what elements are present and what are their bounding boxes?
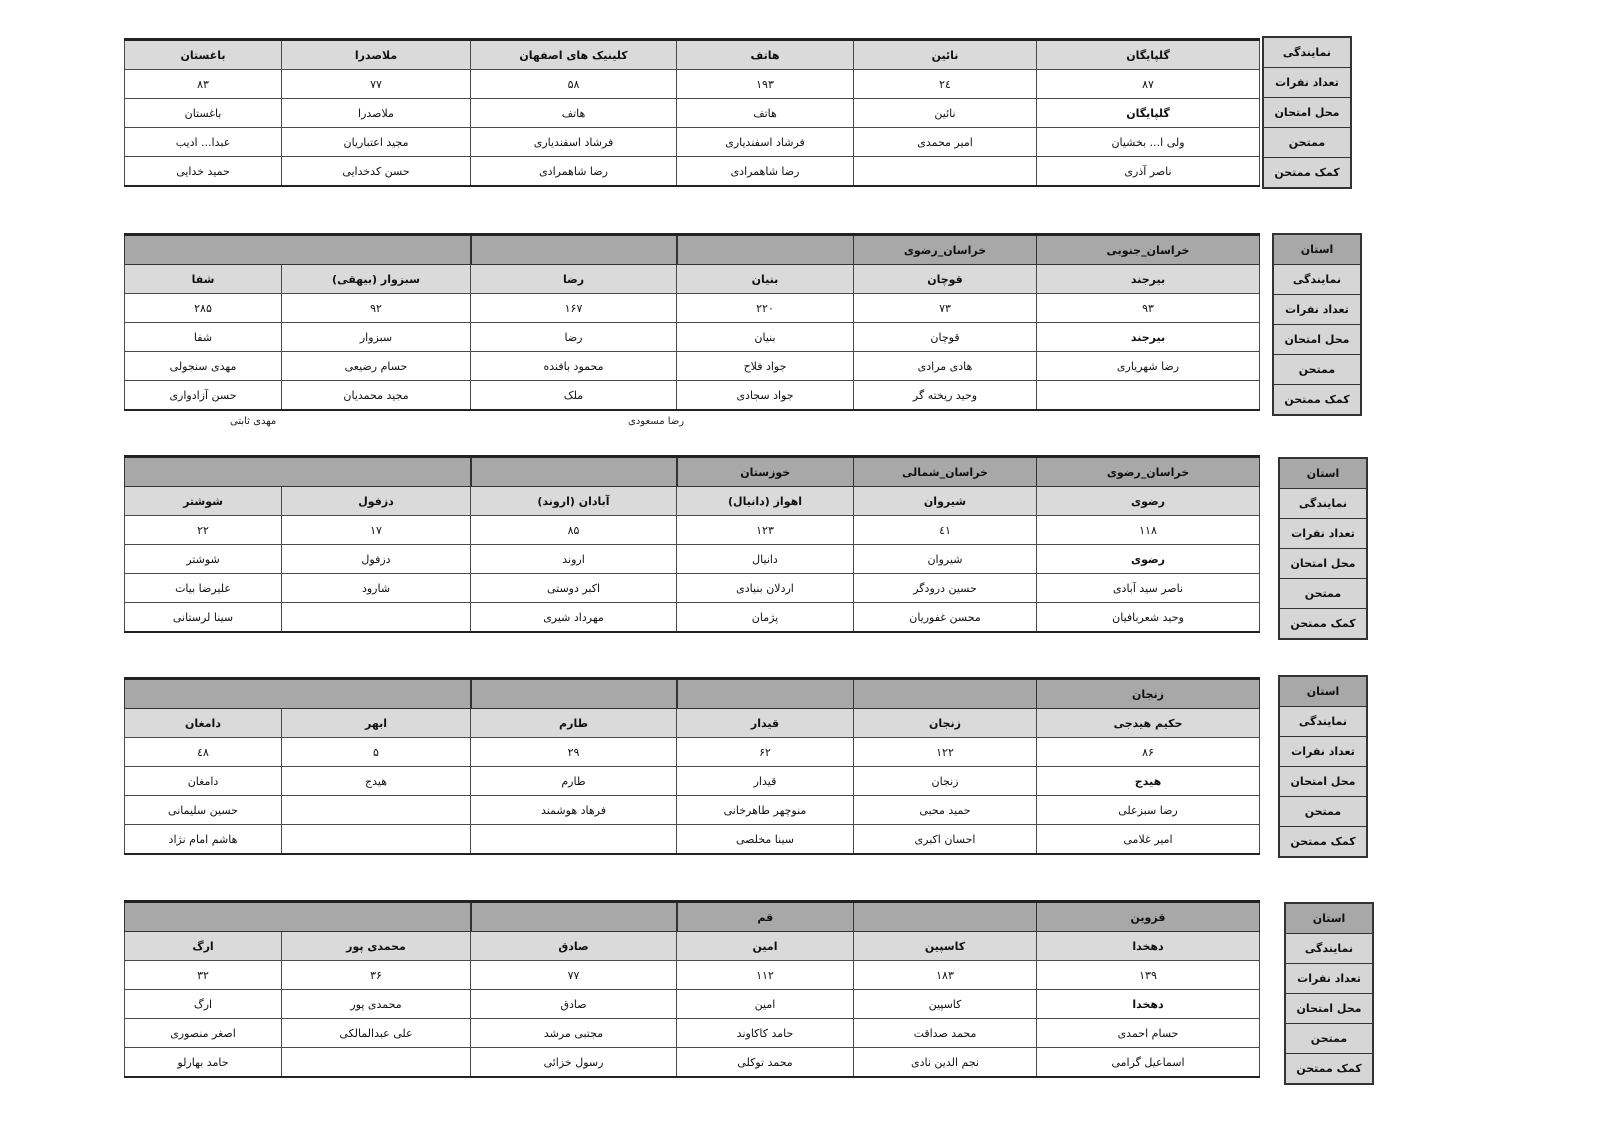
cell: ناصر آذری bbox=[1037, 157, 1260, 187]
row-labels-4 bbox=[1278, 675, 1368, 858]
cell: ۷۷ bbox=[282, 70, 471, 99]
label-rep: نمایندگی bbox=[1264, 38, 1350, 68]
label-count: تعداد نفرات bbox=[1264, 68, 1350, 98]
cell: ناصر سید آبادی bbox=[1037, 574, 1260, 603]
cell: ۱۲۲ bbox=[854, 738, 1037, 767]
table-row-province bbox=[125, 235, 1260, 265]
cell: ملک bbox=[471, 381, 677, 411]
cell: وحید ریخته گر bbox=[854, 381, 1037, 411]
cell: قوچان bbox=[854, 323, 1037, 352]
cell: اروند bbox=[471, 545, 677, 574]
cell: ۷۳ bbox=[854, 294, 1037, 323]
cell: ۱۷ bbox=[282, 516, 471, 545]
cell: ۸۶ bbox=[1037, 738, 1260, 767]
cell: مجید محمدیان bbox=[282, 381, 471, 411]
cell: حامد بهارلو bbox=[125, 1048, 282, 1078]
cell: رضوی bbox=[1037, 545, 1260, 574]
cell bbox=[854, 679, 1037, 709]
cell: جواد فلاح bbox=[677, 352, 854, 381]
cell: هاتف bbox=[677, 99, 854, 128]
label-rep: نمایندگی bbox=[1280, 489, 1366, 519]
label-assistant: کمک ممتحن bbox=[1274, 385, 1360, 414]
cell: هیدج bbox=[282, 767, 471, 796]
table-row-count bbox=[125, 961, 1260, 990]
cell: ۱۹۳ bbox=[677, 70, 854, 99]
cell: ۲۸۵ bbox=[125, 294, 282, 323]
cell: ۸۷ bbox=[1037, 70, 1260, 99]
table-row-province bbox=[125, 679, 1260, 709]
cell: ۸۵ bbox=[471, 516, 677, 545]
cell: خراسان_جنوبی bbox=[1037, 235, 1260, 265]
table-row-rep bbox=[125, 709, 1260, 738]
cell: علیرضا بیات bbox=[125, 574, 282, 603]
cell: حمید محبی bbox=[854, 796, 1037, 825]
cell: مجتبی مرشد bbox=[471, 1019, 677, 1048]
cell: هاتف bbox=[471, 99, 677, 128]
label-rep: نمایندگی bbox=[1274, 265, 1360, 295]
cell: هاشم امام نژاد bbox=[125, 825, 282, 855]
cell: سبزوار bbox=[282, 323, 471, 352]
label-assistant: کمک ممتحن bbox=[1286, 1054, 1372, 1083]
cell: ۱۱۸ bbox=[1037, 516, 1260, 545]
cell: امین bbox=[677, 990, 854, 1019]
cell: صادق bbox=[471, 932, 677, 961]
exam-table-1 bbox=[124, 38, 1260, 187]
cell: شارود bbox=[282, 574, 471, 603]
cell: مجید اعتباریان bbox=[282, 128, 471, 157]
cell: حسن آزادواری bbox=[125, 381, 282, 411]
cell: ۹۳ bbox=[1037, 294, 1260, 323]
cell: منوچهر طاهرخانی bbox=[677, 796, 854, 825]
cell: حسن کدخدایی bbox=[282, 157, 471, 187]
table-row-count bbox=[125, 738, 1260, 767]
cell bbox=[282, 1048, 471, 1078]
exam-table-3 bbox=[124, 455, 1260, 633]
table-row-province bbox=[125, 457, 1260, 487]
cell: بنیان bbox=[677, 265, 854, 294]
cell bbox=[677, 235, 854, 265]
cell bbox=[471, 902, 677, 932]
cell: اصغر منصوری bbox=[125, 1019, 282, 1048]
cell: سینا مخلصی bbox=[677, 825, 854, 855]
cell: اکبر دوستی bbox=[471, 574, 677, 603]
cell: شوشتر bbox=[125, 487, 282, 516]
cell: طارم bbox=[471, 709, 677, 738]
row-labels-2 bbox=[1272, 233, 1362, 416]
table-row-rep bbox=[125, 932, 1260, 961]
cell: بیرجند bbox=[1037, 265, 1260, 294]
label-examiner: ممتحن bbox=[1264, 128, 1350, 158]
cell: صادق bbox=[471, 990, 677, 1019]
label-assistant: کمک ممتحن bbox=[1264, 158, 1350, 187]
label-place: محل امتحان bbox=[1286, 994, 1372, 1024]
cell: رضا bbox=[471, 323, 677, 352]
cell: ٤۱ bbox=[854, 516, 1037, 545]
cell: ارگ bbox=[125, 932, 282, 961]
cell: زنجان bbox=[854, 767, 1037, 796]
cell: خراسان_رضوی bbox=[854, 235, 1037, 265]
cell: هیدج bbox=[1037, 767, 1260, 796]
table-row-count bbox=[125, 70, 1260, 99]
cell: ۱۱۲ bbox=[677, 961, 854, 990]
cell: شفا bbox=[125, 265, 282, 294]
cell bbox=[125, 679, 471, 709]
cell: نائین bbox=[854, 40, 1037, 70]
table-row-rep bbox=[125, 487, 1260, 516]
cell: رضا شهریاری bbox=[1037, 352, 1260, 381]
label-examiner: ممتحن bbox=[1280, 579, 1366, 609]
cell: ۱۲۳ bbox=[677, 516, 854, 545]
table-row-place bbox=[125, 99, 1260, 128]
cell: ۹۲ bbox=[282, 294, 471, 323]
cell bbox=[125, 457, 471, 487]
table-row-assistant bbox=[125, 381, 1260, 411]
cell: سبزوار (بیهقی) bbox=[282, 265, 471, 294]
cell bbox=[282, 825, 471, 855]
cell: قوچان bbox=[854, 265, 1037, 294]
row-labels-5 bbox=[1284, 902, 1374, 1085]
label-count: تعداد نفرات bbox=[1280, 737, 1366, 767]
table-row-rep bbox=[125, 40, 1260, 70]
cell: اهواز (دانیال) bbox=[677, 487, 854, 516]
cell: رضا سبزعلی bbox=[1037, 796, 1260, 825]
cell: اسماعیل گرامی bbox=[1037, 1048, 1260, 1078]
cell: قیدار bbox=[677, 709, 854, 738]
cell: زنجان bbox=[1037, 679, 1260, 709]
cell: دزفول bbox=[282, 545, 471, 574]
cell: حکیم هیدجی bbox=[1037, 709, 1260, 738]
label-assistant: کمک ممتحن bbox=[1280, 827, 1366, 856]
cell: محمد توکلی bbox=[677, 1048, 854, 1078]
cell: ۸۳ bbox=[125, 70, 282, 99]
cell: مهدی سنجولی bbox=[125, 352, 282, 381]
label-examiner: ممتحن bbox=[1286, 1024, 1372, 1054]
label-place: محل امتحان bbox=[1264, 98, 1350, 128]
label-examiner: ممتحن bbox=[1274, 355, 1360, 385]
cell: ٤۸ bbox=[125, 738, 282, 767]
table-row-place bbox=[125, 767, 1260, 796]
cell: ۷۷ bbox=[471, 961, 677, 990]
label-count: تعداد نفرات bbox=[1286, 964, 1372, 994]
row-labels-3 bbox=[1278, 457, 1368, 640]
cell bbox=[471, 679, 677, 709]
cell: خراسان_شمالی bbox=[854, 457, 1037, 487]
label-place: محل امتحان bbox=[1280, 549, 1366, 579]
cell: سینا لرستانی bbox=[125, 603, 282, 633]
cell: امیر غلامی bbox=[1037, 825, 1260, 855]
cell: دزفول bbox=[282, 487, 471, 516]
table-row-examiner bbox=[125, 574, 1260, 603]
cell: دامغان bbox=[125, 767, 282, 796]
handwritten-note: مهدی ثابتی bbox=[230, 416, 277, 427]
cell: فرشاد اسفندیاری bbox=[471, 128, 677, 157]
label-province: استان bbox=[1280, 459, 1366, 489]
cell: ۳۲ bbox=[125, 961, 282, 990]
cell: فرهاد هوشمند bbox=[471, 796, 677, 825]
cell: شوشتر bbox=[125, 545, 282, 574]
cell: ۲٤ bbox=[854, 70, 1037, 99]
cell: فرشاد اسفندیاری bbox=[677, 128, 854, 157]
cell: حمید خدایی bbox=[125, 157, 282, 187]
cell: ۲۲ bbox=[125, 516, 282, 545]
cell bbox=[125, 235, 471, 265]
cell: ۱۶۷ bbox=[471, 294, 677, 323]
cell: ۲۹ bbox=[471, 738, 677, 767]
cell: ۵ bbox=[282, 738, 471, 767]
cell: ۵۸ bbox=[471, 70, 677, 99]
table-row-count bbox=[125, 294, 1260, 323]
cell bbox=[125, 902, 471, 932]
handwritten-note: رضا مسعودی bbox=[628, 416, 685, 427]
cell: ملاصدرا bbox=[282, 40, 471, 70]
cell: دهخدا bbox=[1037, 990, 1260, 1019]
table-row-place bbox=[125, 990, 1260, 1019]
cell: عبدا... ادیب bbox=[125, 128, 282, 157]
cell bbox=[677, 679, 854, 709]
cell: قیدار bbox=[677, 767, 854, 796]
cell: محمدی پور bbox=[282, 932, 471, 961]
cell: احسان اکبری bbox=[854, 825, 1037, 855]
table-row-province bbox=[125, 902, 1260, 932]
cell: زنجان bbox=[854, 709, 1037, 738]
table-row-assistant bbox=[125, 1048, 1260, 1078]
table-row-examiner bbox=[125, 352, 1260, 381]
exam-table-5 bbox=[124, 900, 1260, 1078]
exam-table-2 bbox=[124, 233, 1260, 411]
cell: نائین bbox=[854, 99, 1037, 128]
cell: شیروان bbox=[854, 545, 1037, 574]
cell: امین bbox=[677, 932, 854, 961]
cell: شیروان bbox=[854, 487, 1037, 516]
cell: شفا bbox=[125, 323, 282, 352]
cell: باغستان bbox=[125, 40, 282, 70]
cell: ارگ bbox=[125, 990, 282, 1019]
cell: رسول خزائی bbox=[471, 1048, 677, 1078]
cell bbox=[282, 796, 471, 825]
cell bbox=[471, 825, 677, 855]
cell bbox=[854, 157, 1037, 187]
label-count: تعداد نفرات bbox=[1274, 295, 1360, 325]
cell: محمدی پور bbox=[282, 990, 471, 1019]
cell: بنیان bbox=[677, 323, 854, 352]
cell: گلپایگان bbox=[1037, 99, 1260, 128]
cell: خوزستان bbox=[677, 457, 854, 487]
cell: طارم bbox=[471, 767, 677, 796]
cell: ابهر bbox=[282, 709, 471, 738]
table-row-examiner bbox=[125, 1019, 1260, 1048]
label-province: استان bbox=[1286, 904, 1372, 934]
cell: وحید شعربافیان bbox=[1037, 603, 1260, 633]
exam-table-4 bbox=[124, 677, 1260, 855]
cell bbox=[471, 457, 677, 487]
cell: ۱۸۳ bbox=[854, 961, 1037, 990]
table-row-count bbox=[125, 516, 1260, 545]
cell: نجم الدین نادی bbox=[854, 1048, 1037, 1078]
cell: کاسپین bbox=[854, 990, 1037, 1019]
table-row-assistant bbox=[125, 157, 1260, 187]
cell: حامد کاکاوند bbox=[677, 1019, 854, 1048]
cell: حسین درودگر bbox=[854, 574, 1037, 603]
cell: امیر محمدی bbox=[854, 128, 1037, 157]
cell: ملاصدرا bbox=[282, 99, 471, 128]
label-place: محل امتحان bbox=[1274, 325, 1360, 355]
table-row-place bbox=[125, 545, 1260, 574]
cell: ۶۲ bbox=[677, 738, 854, 767]
table-row-rep bbox=[125, 265, 1260, 294]
cell: رضوی bbox=[1037, 487, 1260, 516]
cell: هاتف bbox=[677, 40, 854, 70]
label-place: محل امتحان bbox=[1280, 767, 1366, 797]
cell: قم bbox=[677, 902, 854, 932]
cell: کاسپین bbox=[854, 932, 1037, 961]
table-row-examiner bbox=[125, 128, 1260, 157]
label-examiner: ممتحن bbox=[1280, 797, 1366, 827]
cell: دهخدا bbox=[1037, 932, 1260, 961]
cell: مهرداد شیری bbox=[471, 603, 677, 633]
label-rep: نمایندگی bbox=[1286, 934, 1372, 964]
cell: خراسان_رضوی bbox=[1037, 457, 1260, 487]
label-count: تعداد نفرات bbox=[1280, 519, 1366, 549]
cell: آبادان (اروند) bbox=[471, 487, 677, 516]
cell: محمود بافنده bbox=[471, 352, 677, 381]
cell: رضا bbox=[471, 265, 677, 294]
cell: علی عبدالمالکی bbox=[282, 1019, 471, 1048]
cell: ولی ا... بخشیان bbox=[1037, 128, 1260, 157]
row-labels-1 bbox=[1262, 36, 1352, 189]
cell: محمد صداقت bbox=[854, 1019, 1037, 1048]
cell: کلینیک های اصفهان bbox=[471, 40, 677, 70]
cell: دامغان bbox=[125, 709, 282, 738]
cell: ۳۶ bbox=[282, 961, 471, 990]
label-rep: نمایندگی bbox=[1280, 707, 1366, 737]
cell: دانیال bbox=[677, 545, 854, 574]
cell: رضا شاهمرادی bbox=[677, 157, 854, 187]
cell: جواد سجادی bbox=[677, 381, 854, 411]
table-row-assistant bbox=[125, 603, 1260, 633]
cell: ۲۲۰ bbox=[677, 294, 854, 323]
cell: رضا شاهمرادی bbox=[471, 157, 677, 187]
cell: هادی مرادی bbox=[854, 352, 1037, 381]
label-province: استان bbox=[1280, 677, 1366, 707]
table-row-examiner bbox=[125, 796, 1260, 825]
cell: قزوین bbox=[1037, 902, 1260, 932]
cell bbox=[854, 902, 1037, 932]
label-assistant: کمک ممتحن bbox=[1280, 609, 1366, 638]
table-row-place bbox=[125, 323, 1260, 352]
cell: باغستان bbox=[125, 99, 282, 128]
cell: ۱۳۹ bbox=[1037, 961, 1260, 990]
cell: گلپایگان bbox=[1037, 40, 1260, 70]
cell bbox=[1037, 381, 1260, 411]
cell: محسن غفوریان bbox=[854, 603, 1037, 633]
cell: بیرجند bbox=[1037, 323, 1260, 352]
cell bbox=[282, 603, 471, 633]
cell: حسین سلیمانی bbox=[125, 796, 282, 825]
cell: حسام رضیعی bbox=[282, 352, 471, 381]
cell bbox=[471, 235, 677, 265]
cell: اردلان بنیادی bbox=[677, 574, 854, 603]
table-row-assistant bbox=[125, 825, 1260, 855]
label-province: استان bbox=[1274, 235, 1360, 265]
cell: حسام احمدی bbox=[1037, 1019, 1260, 1048]
cell: پژمان bbox=[677, 603, 854, 633]
